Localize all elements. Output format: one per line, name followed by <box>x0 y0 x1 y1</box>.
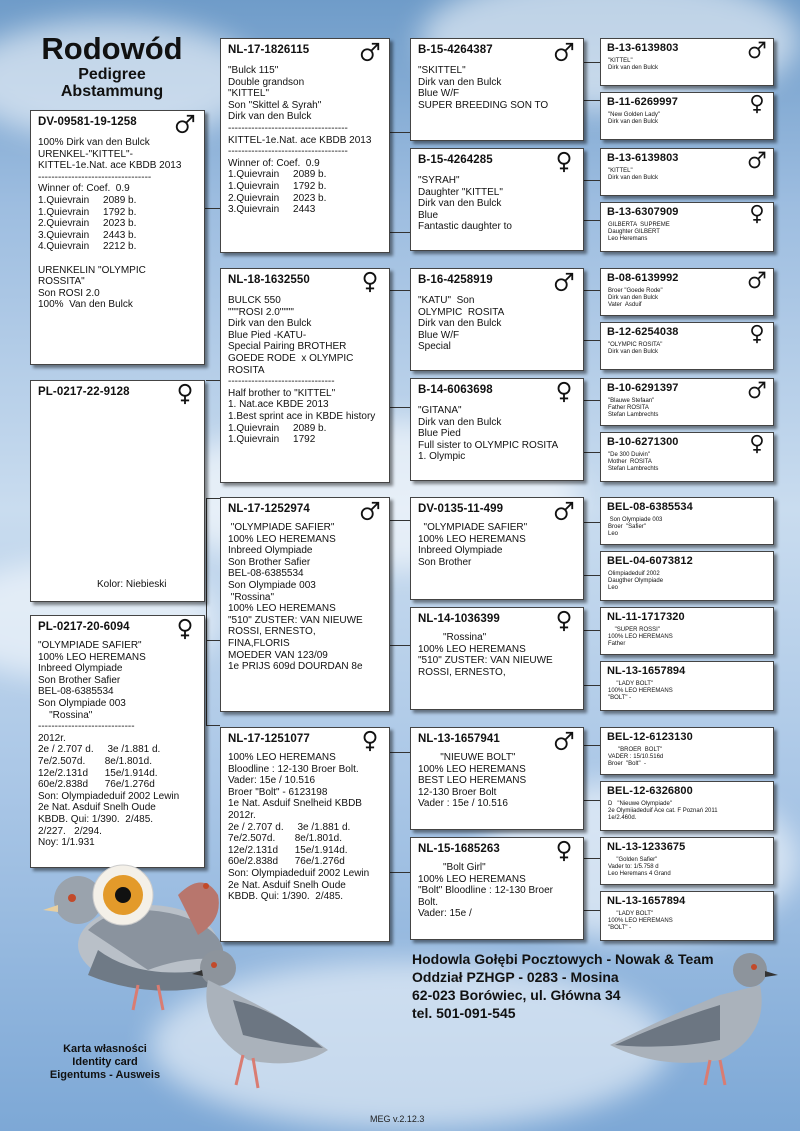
pigeon-card-g5[interactable] <box>410 497 584 600</box>
male-symbol-icon <box>747 40 767 60</box>
connector-line <box>584 340 600 341</box>
pigeon-card-gg14[interactable] <box>600 781 774 831</box>
pigeon-description: D "Nieuwe Olympiade" 2e Olymiiadeduif Ace cat. F Poznań 2011 1e/2.460d. <box>608 801 718 822</box>
female-symbol-icon <box>747 94 767 114</box>
pigeon-description: "SYRAH" Daughter "KITTEL" Dirk van den Bulck Blue Fantastic daughter to <box>418 175 512 233</box>
connector-line <box>584 100 600 101</box>
female-symbol-icon <box>747 434 767 454</box>
connector-line <box>584 180 600 181</box>
connector-line <box>206 498 207 725</box>
ring-number: B-15-4264387 <box>418 44 493 56</box>
connector-line <box>584 522 600 523</box>
ring-number: B-13-6139803 <box>607 152 679 164</box>
ring-number: PL-0217-20-6094 <box>38 621 130 633</box>
title-german: Abstammung <box>60 83 164 100</box>
pigeon-description: 100% LEO HEREMANS Bloodline : 12-130 Broer Bolt. Vader: 15e / 10.516 Broer "Bolt" - 6123198 1e Nat. Asduif Snelheid KBDB 2012r. 2e / 2.707 d. 3e /1.881 d. 7e/2.507d. 8e/1.801d. 12e/2.131d 15e/1.914d. 60e/2.838d 76e/1.276d Son: Olympiadeduif 2002 Lewin 2e Nat. Asduif Snelh Oude KBDB. Qui: 1/390. 2/485. <box>228 752 370 903</box>
pigeon-description: "Bolt Girl" 100% LEO HEREMANS "Bolt" Bloodline : 12-130 Broer Bolt. Vader: 15e / <box>418 862 553 920</box>
pigeon-card-gg7[interactable] <box>600 378 774 426</box>
connector-line <box>206 498 220 499</box>
connector-line <box>390 872 410 873</box>
ring-number: NL-13-1233675 <box>607 841 686 853</box>
pigeon-description: "Blauwe Stefaan" Father ROSITA Stefan Lambrechts <box>608 398 659 419</box>
female-symbol-icon <box>553 151 575 173</box>
pigeon-card-gg8[interactable] <box>600 432 774 482</box>
connector-line <box>584 630 600 631</box>
pigeon-card-gg12[interactable] <box>600 661 774 711</box>
identity-line-english: Identity card <box>72 1056 138 1068</box>
pigeon-card-pm-father[interactable] <box>220 497 390 712</box>
breeder-info <box>412 950 714 1022</box>
pigeon-description: "GITANA" Dirk van den Bulck Blue Pied Full sister to OLYMPIC ROSITA 1. Olympic <box>418 405 559 463</box>
connector-line <box>206 380 220 381</box>
pigeon-card-g2[interactable] <box>410 148 584 251</box>
pigeon-description: "LADY BOLT" 100% LEO HEREMANS "BOLT" - <box>608 911 673 932</box>
ring-number: B-10-6291397 <box>607 382 679 394</box>
male-symbol-icon <box>553 500 575 522</box>
pigeon-description: "New Golden Lady" Dirk van den Bulck <box>608 112 660 126</box>
ring-number: NL-14-1036399 <box>418 613 500 625</box>
pigeon-description: "Golden Safier" Vader to: 1/5.758 d Leo Heremans 4 Grand <box>608 857 671 878</box>
male-symbol-icon <box>553 271 575 293</box>
pigeon-description: "Rossina" 100% LEO HEREMANS "510" ZUSTER: VAN NIEUWE ROSSI, ERNESTO, <box>418 632 553 678</box>
pigeon-description: "LADY BOLT" 100% LEO HEREMANS "BOLT" - <box>608 681 673 702</box>
connector-line <box>584 858 600 859</box>
female-symbol-icon <box>747 204 767 224</box>
ring-number: B-16-4258919 <box>418 274 493 286</box>
pigeon-card-dam[interactable] <box>220 268 390 483</box>
pigeon-description: "OLYMPIADE SAFIER" 100% LEO HEREMANS Inbreed Olympiade Son Brother Safier BEL-08-6385534 Son Olympiade 003 "Rossina" 100% LEO HEREMANS "510" ZUSTER: VAN NIEUWE ROSSI, ERNESTO, FINA,FLORIS MOEDER VAN 123/09 1e PRIJS 609d DOURDAN 8e <box>228 522 363 673</box>
ring-number: B-13-6307909 <box>607 206 679 218</box>
pigeon-card-gg4[interactable] <box>600 202 774 252</box>
pigeon-card-sire[interactable] <box>220 38 390 253</box>
ring-number: BEL-12-6123130 <box>607 731 693 743</box>
male-symbol-icon <box>747 150 767 170</box>
pigeon-card-gg16[interactable] <box>600 891 774 941</box>
breeder-branch: Oddział PZHGP - 0283 - Mosina <box>412 969 619 985</box>
connector-line <box>390 520 410 521</box>
ring-number: B-08-6139992 <box>607 272 679 284</box>
male-symbol-icon <box>174 113 196 135</box>
pigeon-description: "KITTEL" Dirk van den Bulck <box>608 168 659 182</box>
ring-number: NL-17-1826115 <box>228 44 310 56</box>
pigeon-card-g4[interactable] <box>410 378 584 481</box>
pigeon-card-pm-mother[interactable] <box>220 727 390 942</box>
ring-number: NL-18-1632550 <box>228 274 310 286</box>
female-symbol-icon <box>553 381 575 403</box>
pigeon-card-partner-mother[interactable] <box>30 615 205 868</box>
ring-number: B-10-6271300 <box>607 436 679 448</box>
ring-number: NL-17-1251077 <box>228 733 310 745</box>
ring-number: B-11-6269997 <box>607 96 678 108</box>
ring-number: B-13-6139803 <box>607 42 679 54</box>
connector-line <box>584 800 600 801</box>
pigeon-card-gg15[interactable] <box>600 837 774 885</box>
ring-number: NL-13-1657941 <box>418 733 500 745</box>
ring-number: BEL-08-6385534 <box>607 501 693 513</box>
connector-line <box>584 910 600 911</box>
pigeon-description: "BROER BOLT" VADER : 15/10.516d Broer "Bolt" - <box>608 747 664 768</box>
pigeon-description: "OLYMPIC ROSITA" Dirk van den Bulck <box>608 342 663 356</box>
connector-line <box>584 685 600 686</box>
connector-line <box>584 62 600 63</box>
pigeon-card-g3[interactable] <box>410 268 584 371</box>
pigeon-illustration-center <box>188 940 338 1100</box>
title-main: Rodowód <box>41 31 183 66</box>
identity-line-german: Eigentums - Ausweis <box>49 1069 161 1081</box>
ring-number: NL-17-1252974 <box>228 503 310 515</box>
ring-number: NL-15-1685263 <box>418 843 500 855</box>
pigeon-description: Son Olympiade 003 Broer "Safier" Leo <box>608 517 663 538</box>
color-label: Kolor: Niebieski <box>97 579 167 590</box>
pigeon-description: "OLYMPIADE SAFIER" 100% LEO HEREMANS Inbreed Olympiade Son Brother Safier BEL-08-6385534 Son Olympiade 003 "Rossina" ----------------------------- 2012r. 2e / 2.707 d. 3e /1.881 d. 7e/2.507d. 8e/1.801d. 12e/2.131d 15e/1.914d. 60e/2.838d 76e/1.276d Son: Olympiadeduif 2002 Lewin 2e Nat. Asduif Snelh Oude KBDB. Qui: 1/390. 2/485. 2/227. 2/294. Noy: 1/1.931 <box>38 640 180 849</box>
female-symbol-icon <box>359 271 381 293</box>
pigeon-description: "KITTEL" Dirk van den Bulck <box>608 58 659 72</box>
pigeon-card-gg13[interactable] <box>600 727 774 775</box>
connector-line <box>584 220 600 221</box>
ring-number: NL-13-1657894 <box>607 895 686 907</box>
pigeon-description: 100% Dirk van den Bulck URENKEL-"KITTEL"- KITTEL-1e.Nat. ace KBDB 2013 ---------------------------------- Winner of: Coef. 0.9 1.Quievrain 2089 b. 1.Quievrain 1792 b. 2.Quievrain 2023 b. 3.Quievrain 2443 b. 4.Quievrain 2212 b. URENKELIN "OLYMPIC ROSSITA" Son ROSI 2.0 100% Van den Bulck <box>38 137 182 311</box>
pigeon-card-main[interactable] <box>30 110 205 365</box>
breeder-name: Hodowla Gołębi Pocztowych - Nowak & Team <box>412 951 714 967</box>
pigeon-card-gg2[interactable] <box>600 92 774 140</box>
pigeon-description: BULCK 550 """ROSI 2.0"""" Dirk van den Bulck Blue Pied -KATU- Special Pairing BROTHER GOEDE RODE x OLYMPIC ROSITA -------------------------------- Half brother to "KITTEL" 1. Nat.ace KBDE 2013 1.Best sprint ace in KBDE history 1.Quievrain 2089 b. 1.Quievrain 1792 <box>228 295 376 446</box>
ring-number: NL-11-1717320 <box>607 611 685 623</box>
ring-number: NL-13-1657894 <box>607 665 686 677</box>
female-symbol-icon <box>174 618 196 640</box>
pigeon-description: "OLYMPIADE SAFIER" 100% LEO HEREMANS Inbreed Olympiade Son Brother <box>418 522 528 568</box>
male-symbol-icon <box>553 41 575 63</box>
connector-line <box>390 645 410 646</box>
ring-number: DV-0135-11-499 <box>418 503 504 515</box>
breeder-address: 62-023 Borówiec, ul. Główna 34 <box>412 987 621 1003</box>
pigeon-description: "KATU" Son OLYMPIC ROSITA Dirk van den Bulck Blue W/F Special <box>418 295 505 353</box>
male-symbol-icon <box>747 380 767 400</box>
connector-line <box>204 208 220 209</box>
male-symbol-icon <box>747 270 767 290</box>
connector-line <box>584 400 600 401</box>
pigeon-description: Olimpiadeduif 2002 Daugther Olympiade Leo <box>608 571 664 592</box>
pigeon-description: "NIEUWE BOLT" 100% LEO HEREMANS BEST LEO HEREMANS 12-130 Broer Bolt Vader : 15e / 10.516 <box>418 752 527 810</box>
connector-line <box>390 232 410 233</box>
pigeon-card-gg11[interactable] <box>600 607 774 655</box>
connector-line <box>390 290 410 291</box>
ring-number: B-15-4264285 <box>418 154 493 166</box>
ring-number: PL-0217-22-9128 <box>38 386 130 398</box>
pigeon-card-g6[interactable] <box>410 607 584 710</box>
pigeon-card-gg10[interactable] <box>600 551 774 601</box>
pigeon-card-gg3[interactable] <box>600 148 774 196</box>
female-symbol-icon <box>359 730 381 752</box>
female-symbol-icon <box>174 383 196 405</box>
ring-number: BEL-12-6326800 <box>607 785 693 797</box>
connector-line <box>206 640 220 641</box>
pigeon-description: "Bulck 115" Double grandson "KITTEL" Son "Skittel & Syrah" Dirk van den Bulck ------------------------------------ KITTEL-1e.Nat. ace KBDB 2013 ------------------------------------ Winner of: Coef. 0.9 1.Quievrain 2089 b. 1.Quievrain 1792 b. 2.Quievrain 2023 b. 3.Quievrain 2443 <box>228 65 372 216</box>
pigeon-description: "SKITTEL" Dirk van den Bulck Blue W/F SUPER BREEDING SON TO <box>418 65 549 111</box>
male-symbol-icon <box>553 730 575 752</box>
connector-line <box>390 132 410 133</box>
version-label: MEG v.2.12.3 <box>370 1114 425 1124</box>
pigeon-description: "De 300 Duivin" Mother ROSITA Stefan Lambrechts <box>608 452 659 473</box>
female-symbol-icon <box>553 610 575 632</box>
connector-line <box>390 752 410 753</box>
breeder-phone: tel. 501-091-545 <box>412 1005 516 1021</box>
female-symbol-icon <box>553 840 575 862</box>
connector-line <box>584 575 600 576</box>
connector-line <box>584 290 600 291</box>
male-symbol-icon <box>359 41 381 63</box>
connector-line <box>390 407 410 408</box>
ring-number: BEL-04-6073812 <box>607 555 693 567</box>
pigeon-description: GILBERTA SUPREME Daughter GILBERT Leo Heremans <box>608 222 670 243</box>
ring-number: B-12-6254038 <box>607 326 679 338</box>
pigeon-card-partner[interactable] <box>30 380 205 602</box>
ring-number: B-14-6063698 <box>418 384 493 396</box>
pigeon-card-gg9[interactable] <box>600 497 774 545</box>
pigeon-card-gg1[interactable] <box>600 38 774 86</box>
pigeon-card-g8[interactable] <box>410 837 584 940</box>
pigeon-card-g7[interactable] <box>410 727 584 830</box>
ring-number: DV-09581-19-1258 <box>38 116 137 128</box>
connector-line <box>584 745 600 746</box>
pigeon-description: "SUPER ROSSI" 100% LEO HEREMANS Father <box>608 627 673 648</box>
identity-line-polish: Karta własności <box>63 1043 147 1055</box>
pigeon-description: Broer "Goede Rode" Dirk van den Bulck Vater Asduif <box>608 288 663 309</box>
connector-line <box>584 452 600 453</box>
identity-card-label <box>30 1043 180 1082</box>
female-symbol-icon <box>747 324 767 344</box>
pedigree-title <box>22 32 202 100</box>
connector-line <box>206 725 220 726</box>
pigeon-card-gg6[interactable] <box>600 322 774 370</box>
pigeon-card-gg5[interactable] <box>600 268 774 316</box>
title-english: Pedigree <box>78 66 146 83</box>
male-symbol-icon <box>359 500 381 522</box>
pigeon-card-g1[interactable] <box>410 38 584 141</box>
